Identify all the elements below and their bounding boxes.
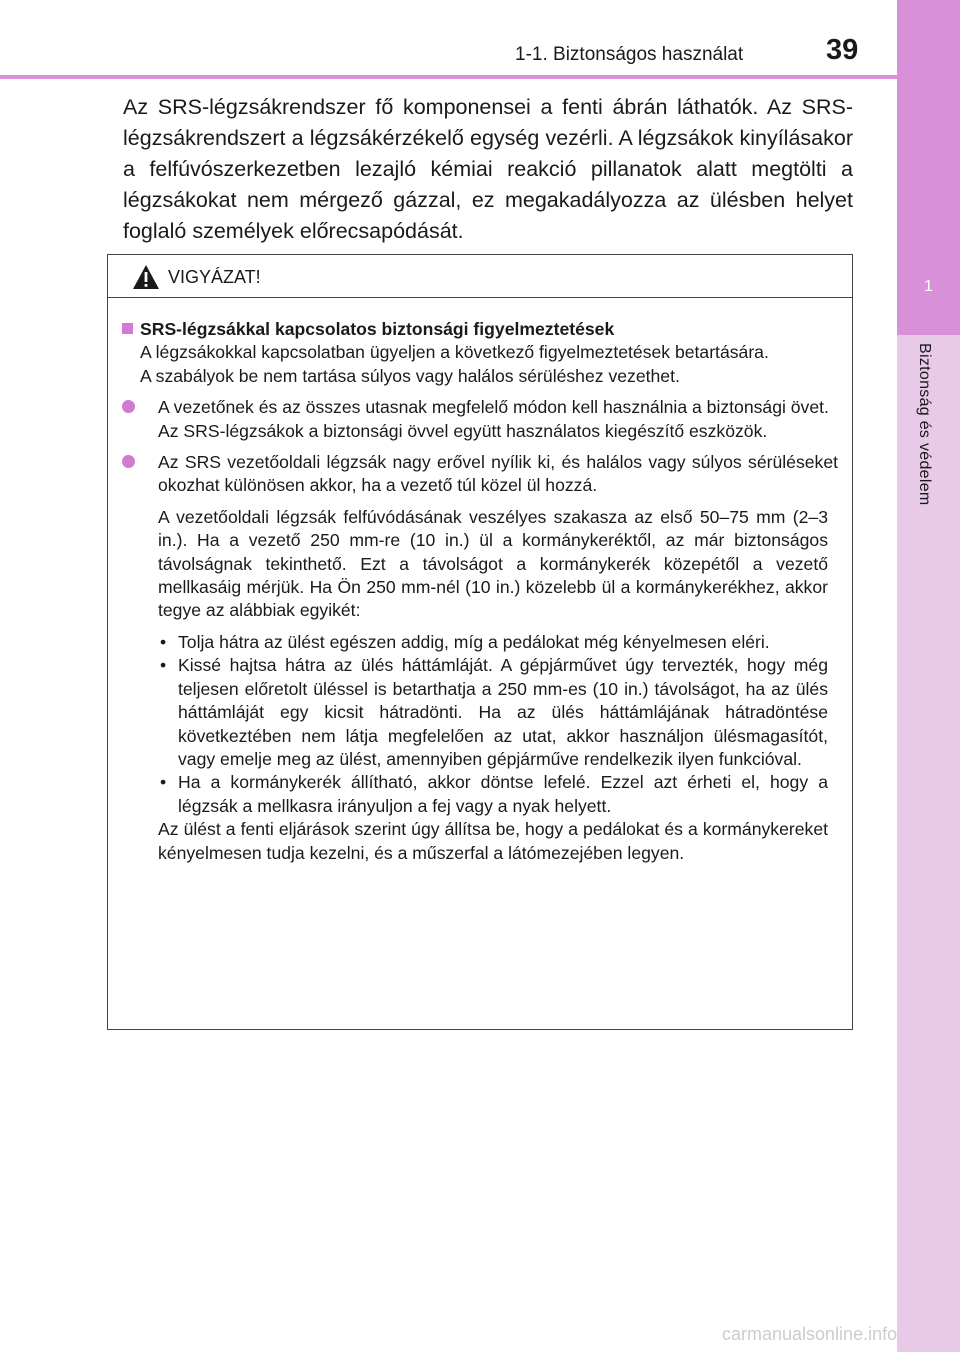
instruction-item: • Kissé hajtsa hátra az ülés háttámláját. A gépjárművet úgy tervezték, hogy még teljesen előretolt üléssel is betarthatja a 250 mm-es (10 in.) távolságot, ha az ülés háttámláját egy kicsit hátradönti. Ha az ülés háttámlájának hátradöntése következtében nem látja megfelelően az utat, akkor használjon ülésmagasítót, vagy emelje meg az ülést, amennyiben gépjárműve rendelkezik ilyen funkcióval. (160, 655, 828, 769)
instruction-text: Ha a kormánykerék állítható, akkor döntse lefelé. Ezzel azt érheti el, hogy a légzsák a mellkasra irányuljon a fej vagy a nyak helyett. (178, 772, 828, 816)
warning-para-2: A szabályok be nem tartása súlyos vagy halálos sérüléshez vezethet. (140, 365, 680, 386)
instruction-item: • Tolja hátra az ülést egészen addig, míg a pedálokat még kényelmesen eléri. (160, 631, 770, 652)
warning-box (107, 254, 853, 1030)
chapter-side-tab (897, 0, 960, 1352)
list-item-text: A vezetőnek és az összes utasnak megfelelő módon kell használnia a biztonsági övet. (158, 397, 829, 418)
instruction-item: • Ha a kormánykerék állítható, akkor döntse lefelé. Ezzel azt érheti el, hogy a légzsák a mellkasra irányuljon a fej vagy a nyak helyett. (160, 772, 828, 816)
list-item (122, 396, 838, 443)
warning-label: VIGYÁZAT! (168, 267, 261, 287)
header-divider (0, 75, 897, 79)
page-number: 39 (826, 34, 859, 66)
warning-section-title (122, 318, 838, 341)
square-bullet-icon (122, 323, 133, 334)
chapter-title: Biztonság és védelem (916, 343, 933, 506)
warning-header (108, 255, 852, 298)
watermark: carmanualsonline.info (722, 1324, 898, 1344)
instruction-text: Kissé hajtsa hátra az ülés háttámláját. A gépjárművet úgy tervezték, hogy még teljesen előretolt üléssel is betarthatja a 250 mm-es (10 in.) távolságot, ha az ülés háttámláját egy kicsit hátradönti. Ha az ülés háttámlájának hátradöntése következtében nem látja megfelelően az utat, akkor használjon ülésmagasítót, vagy emelje meg az ülést, amennyiben gépjárműve rendelkezik ilyen funkcióval. (178, 655, 828, 769)
page-header (0, 0, 897, 80)
warning-section-title-text: SRS-légzsákkal kapcsolatos biztonsági figyelmeztetések (140, 319, 615, 339)
list-item-text: Az SRS-légzsákok a biztonsági övvel együtt használatos kiegészítő eszközök. (158, 420, 768, 441)
chapter-tab-highlight (897, 0, 960, 335)
warning-triangle-icon (132, 264, 160, 290)
circle-bullet-icon (122, 455, 135, 468)
warning-para-1: A légzsákokkal kapcsolatban ügyeljen a következő figyelmeztetések betartására. (140, 342, 769, 363)
instruction-text: Tolja hátra az ülést egészen addig, míg a pedálokat még kényelmesen eléri. (178, 631, 770, 652)
section-title: 1-1. Biztonságos használat (515, 44, 744, 65)
chapter-number: 1 (924, 278, 933, 295)
list-item-text: Az SRS vezetőoldali légzsák nagy erővel nyílik ki, és halálos vagy súlyos sérüléseket okozhat különösen akkor, ha a vezető túl közel ül hozzá. (158, 452, 838, 496)
warning-body (108, 298, 852, 865)
list-item (122, 451, 838, 498)
closing-paragraph: Az ülést a fenti eljárások szerint úgy állítsa be, hogy a pedálokat és a kormánykereket kényelmesen tudja kezelni, és a műszerfal a látómezejében legyen. (158, 819, 828, 863)
instruction-list (122, 631, 838, 818)
airbag-distance-detail: A vezetőoldali légzsák felfúvódásának veszélyes szakasza az első 50–75 mm (2–3 in.). Ha a vezető 250 mm-re (10 in.) ül a kormánykeréktől, az már biztonságos távolságnak tekinthető. Ezt a távolságot a kormánykerék közepétől a vezető mellkasáig mérjük. Ha Ön 250 mm-nél (10 in.) közelebb ül a kormánykerékhez, akkor tegye az alábbiak egyikét: (158, 506, 828, 621)
intro-paragraph: Az SRS-légzsákrendszer fő komponensei a fenti ábrán láthatók. Az SRS-légzsákrendszert a légzsákérzékelő egység vezérli. A légzsákok kinyílásakor a felfúvószerkezetben lezajló kémiai reakció pillanatok alatt megtölti a légzsákokat nem mérgező gázzal, ez megakadályozza az ülésben helyet foglaló személyek előrecsapódását. (123, 95, 853, 243)
circle-bullet-icon (122, 400, 135, 413)
